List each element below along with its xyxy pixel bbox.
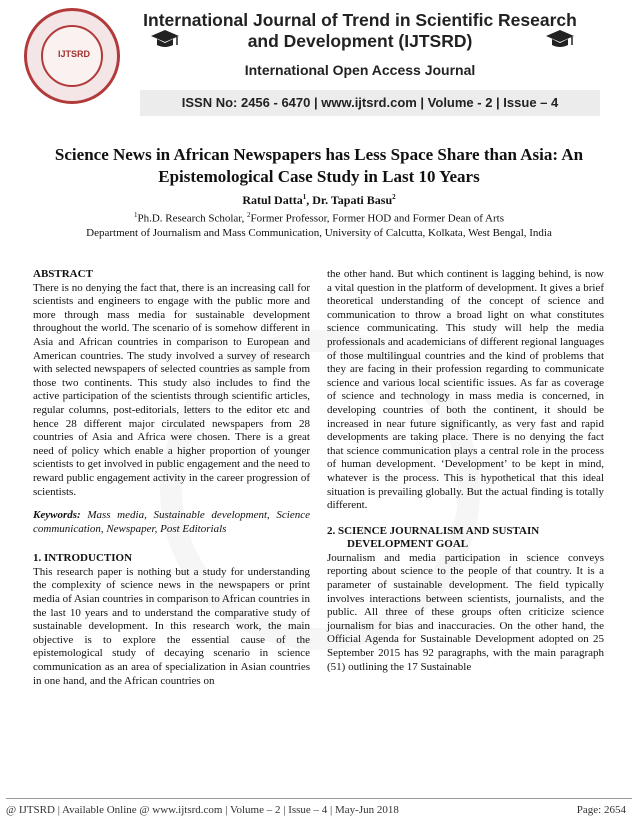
affiliation-line-1 [20,211,618,225]
affiliation-1b: Former Professor, Former HOD and Former Dean of Arts [250,212,504,225]
affiliation-1a: Ph.D. Research Scholar, [137,212,248,225]
keywords-text: Mass media, Sustainable development, Science communication, Newspaper, Post Editorials [33,509,310,535]
keywords [33,509,310,536]
intro-text: This research paper is nothing but a study for understanding the complexity of science news in the newspapers or print media of Asian countries in comparison to African countries in the last 10 years and to understand the comparative study of sustainable development. In this research work, the main objective is to explore the essential cause of the epistemological study of decaying scenario in science communication as an area of specialization in Asian countries in one hand, and the African countries on [33,565,310,687]
right-para-1: the other hand. But which continent is lagging behind, is now a vital question in the platform of development. It gives a brief theoretical understanding of the concept of science and communication to throw a broad light on what constitutes science communicating. This study will help the media professionals and academicians of different regional languages of those multilingual countries and the kind of problems that they are facing in their profession regarding to communicate science and various local scientific issues. As far as coverage of science and technology in mass media is concerned, in developing countries of both the continent, it should be increased in near future significantly, as very fast and rapid developments are taking place. There is no denying the fact that science communication plays a central role in the process of human development. ‘Development’ to be kept in mind, whatever is the process. This is hypothetical that this ideal situation is prevailing globally. But the actual finding is totally different. [327,268,604,512]
paper-title: Science News in African Newspapers has Less Space Share than Asia: An Epistemological Case Study in Last 10 Years [54,145,584,186]
affiliation-line-2: Department of Journalism and Mass Communication, University of Calcutta, Kolkata, West Bengal, India [86,227,552,239]
section-2-heading-line1: 2. SCIENCE JOURNALISM AND SUSTAIN [327,524,540,537]
page-number: Page: 2654 [576,804,626,816]
keywords-label: Keywords: [33,509,81,522]
seal-logo-word: IJTSRD [57,49,90,59]
intro-heading: 1. INTRODUCTION [33,552,133,565]
author-2-affil-mark: 2 [392,193,396,201]
right-para-2: Journalism and media participation in science conveys reporting about science to the people of that country. It is a parameter of sustainable development. The field typically involves interactions between scientists, journalists, and the public. All three of these groups often criticize science journalism for bias and inaccuracies. On the other hand, the Official Agenda for Sustainable Development adopted on 25 September 2015 has 92 paragraphs, with the main paragraph (51) outlining the 17 Sustainable [327,551,604,673]
journal-header [0,0,638,122]
author-1-affil-mark: 1 [302,193,307,201]
journal-seal-logo [24,8,120,104]
journal-subtitle: International Open Access Journal [244,62,476,78]
author-line [20,193,618,208]
affil-mark-1: 1 [134,211,138,219]
footer-rule [6,798,632,799]
journal-title: International Journal of Trend in Scientific Research and Development (IJTSRD) [143,10,577,51]
section-2-heading [327,525,604,552]
page-footer [0,792,638,826]
left-column [33,268,310,688]
abstract-text: There is no denying the fact that, there is an increasing call for scientists and engineers to engage with the public more and more through mass media for sustainable development throughout the world. The scenario of is somehow different in Asia and African countries in comparison to European and American countries. The study involved a survey of research with selected newspapers of selected countries as sample from those two continents. This study also includes to find the active participation of the scientists through scientific articles, regular columns, post-editorials, letters to the editor etc and hence 28 different major circulated newspapers from 28 countries of Asia and Africa were chosen. There is a great need of policy which enable a higher proportion of younger scientists to get involved in public engagement and the need to reward public engagement activity in the career progression of scientists. [33,281,310,498]
author-1: Ratul Datta [242,193,303,207]
seal-inner-ring [41,25,103,87]
author-2: Dr. Tapati Basu [312,193,393,207]
author-separator: , [306,193,313,207]
abstract-heading: ABSTRACT [33,268,93,280]
section-2-heading-line2: DEVELOPMENT GOAL [347,538,469,551]
footer-citation: @ IJTSRD | Available Online @ www.ijtsrd.com | Volume – 2 | Issue – 4 | May-Jun 2018 [6,804,399,816]
issn-bar: ISSN No: 2456 - 6470 | www.ijtsrd.com | Volume - 2 | Issue – 4 [140,90,600,116]
right-column [327,268,604,674]
affil-mark-2: 2 [247,211,251,219]
